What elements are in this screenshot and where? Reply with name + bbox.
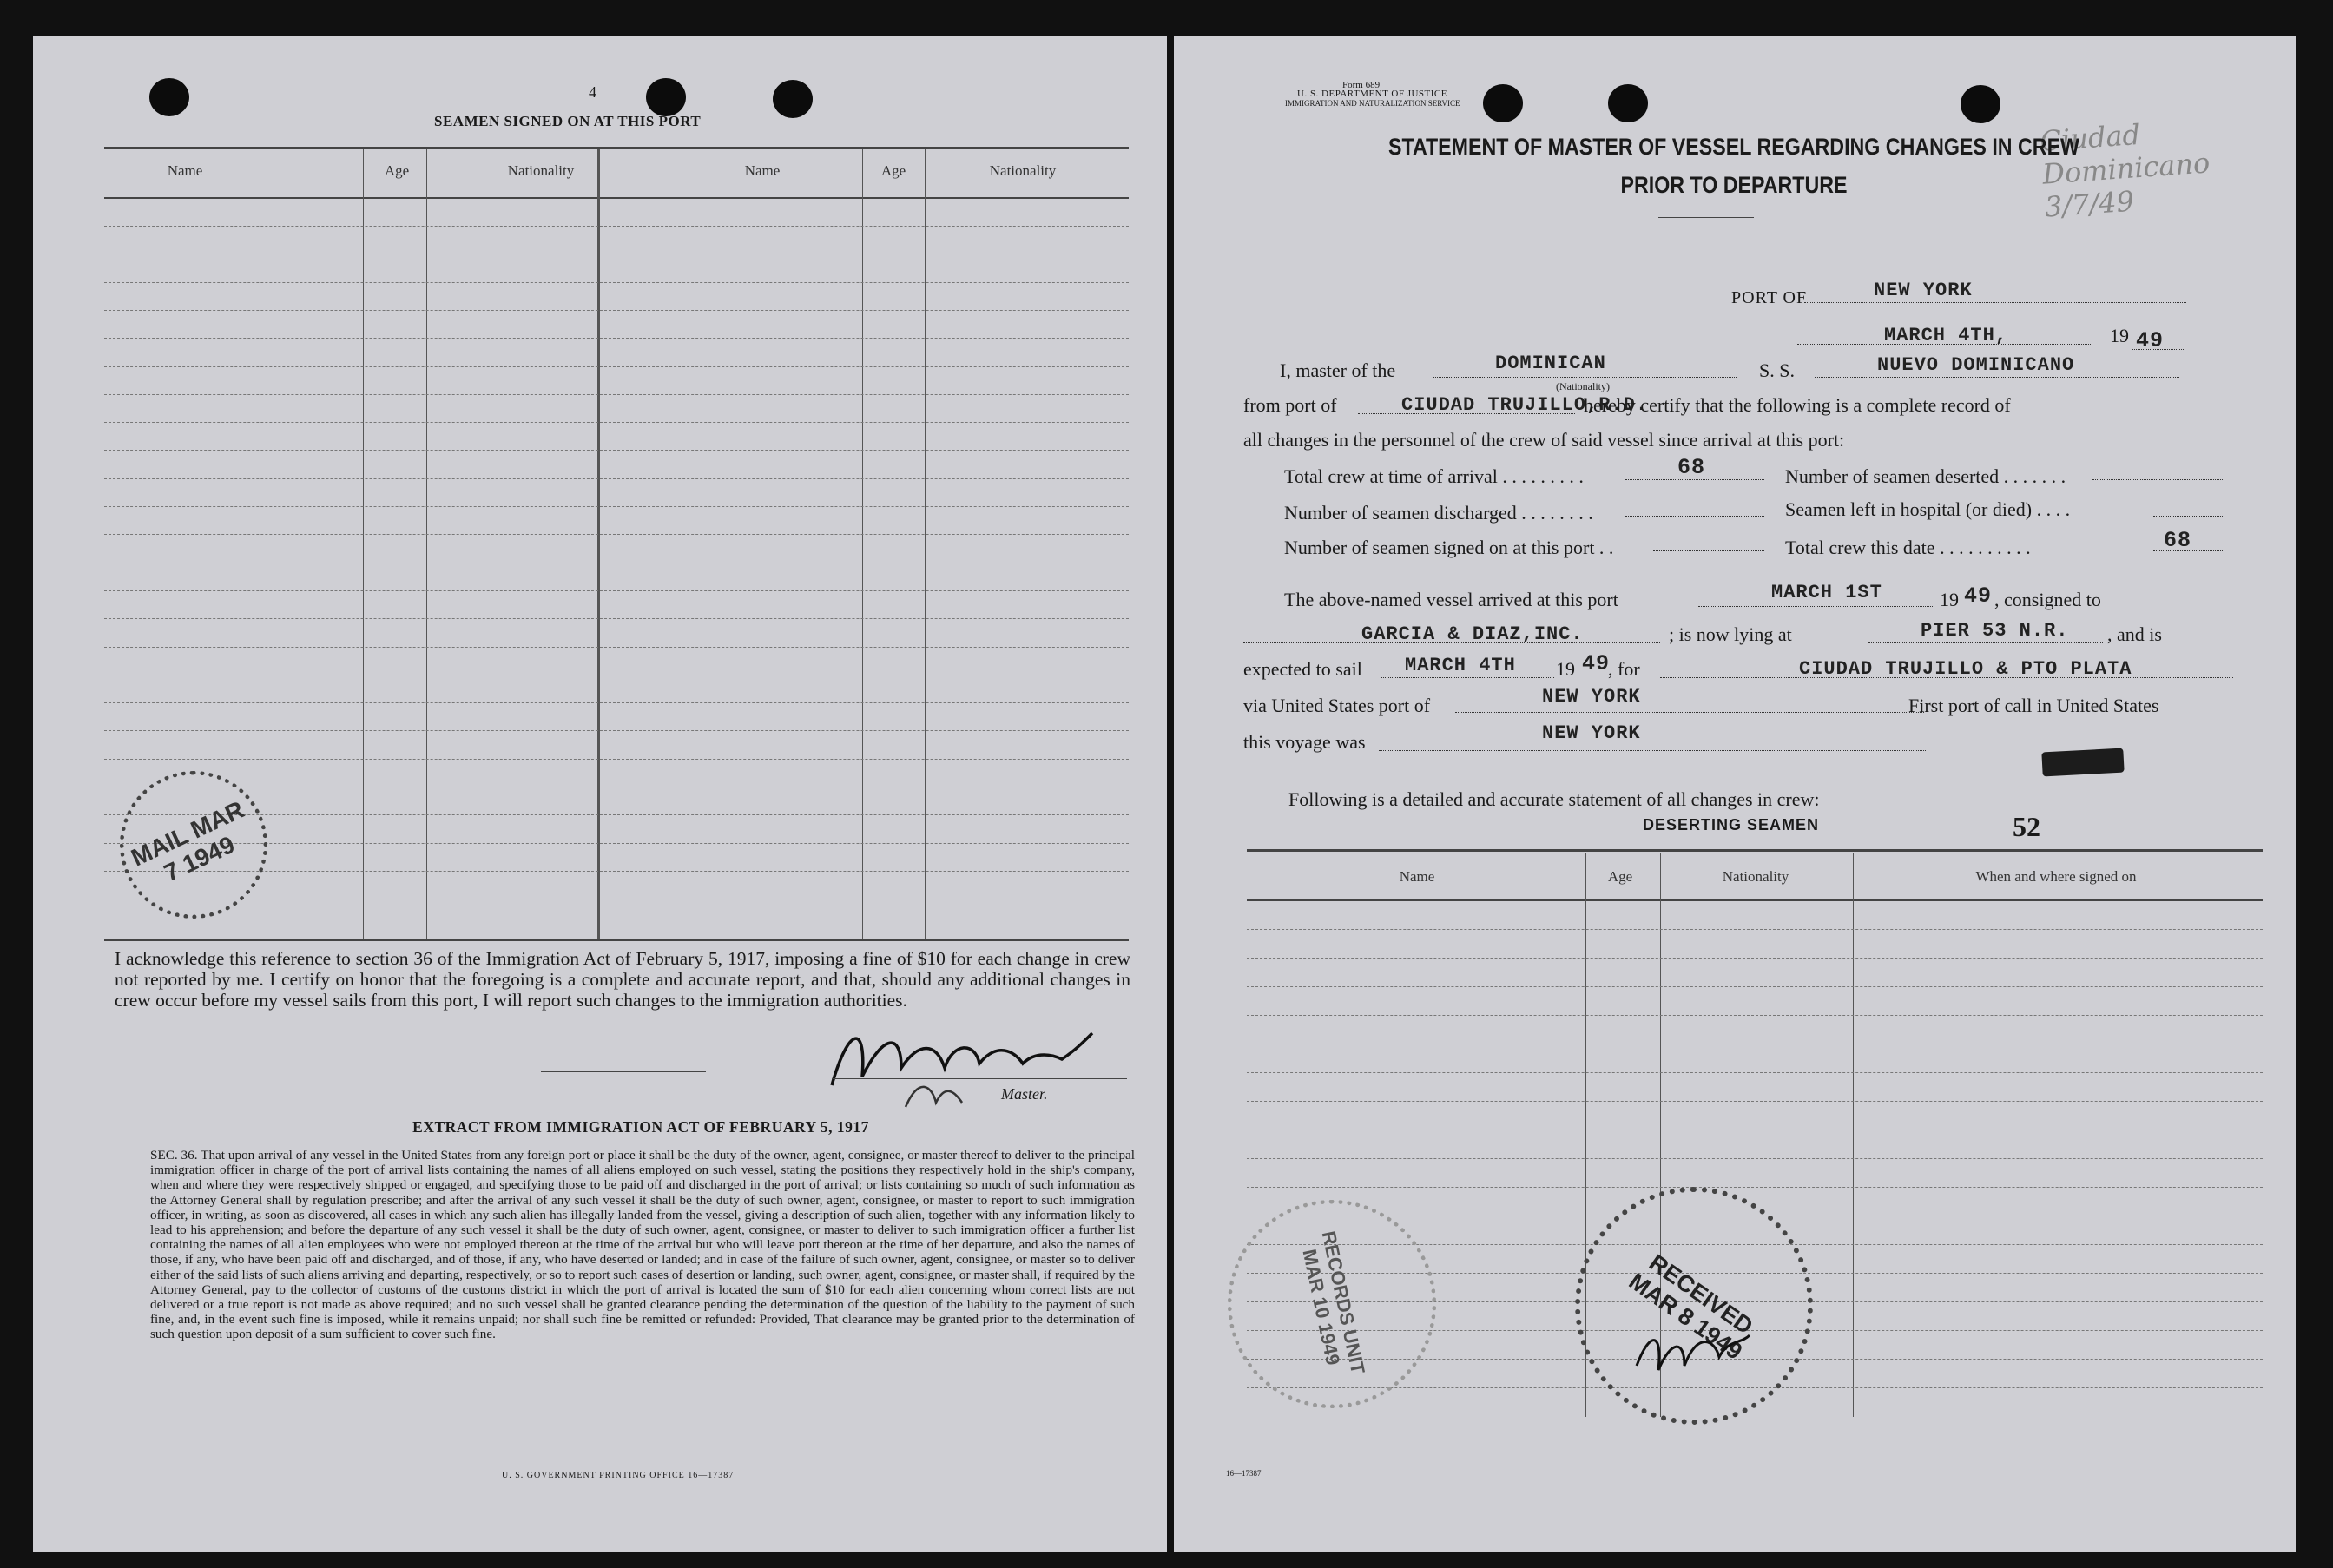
- following-label: Following is a detailed and accurate statement of all changes in crew:: [1288, 788, 1820, 810]
- column-header-name: Name: [1399, 868, 1435, 885]
- acknowledgement-text: I acknowledge this reference to section 36 of the Immigration Act of February 5, 1917, imposing a fine of $10 for each change in crew not reported by me. I certify on honor that the foregoing is a complete and accurate report, and that, should any additional changes in crew occur before my vessel sails from this port, I will report such changes to the immigration authorities.: [115, 948, 1130, 1011]
- total-crew-arrival-label: Total crew at time of arrival . . . . . . . . .: [1284, 465, 1584, 487]
- deserted-label: Number of seamen deserted . . . . . . .: [1785, 465, 2066, 487]
- table-row: [104, 450, 1129, 451]
- total-crew-today-label: Total crew this date . . . . . . . . . .: [1785, 537, 2031, 558]
- records-unit-stamp: RECORDS UNIT MAR 10 1949: [1228, 1200, 1436, 1408]
- table-row: [104, 534, 1129, 535]
- discharged-label: Number of seamen discharged . . . . . . . .: [1284, 502, 1593, 524]
- first-port-label: First port of call in United States: [1908, 695, 2159, 716]
- punch-hole: [646, 78, 686, 116]
- table-row: [104, 310, 1129, 311]
- table-row: [1247, 1015, 2263, 1016]
- extract-title: EXTRACT FROM IMMIGRATION ACT OF FEBRUARY 5, 1917: [412, 1118, 869, 1136]
- vessel-name: NUEVO DOMINICANO: [1877, 354, 2075, 376]
- arrived-year: 49: [1964, 583, 1993, 609]
- form-number: Form 689: [1342, 80, 1381, 90]
- punch-hole: [1961, 85, 2000, 123]
- column-header-signed-on: When and where signed on: [1975, 868, 2137, 885]
- received-stamp: RECEIVED MAR 8 1949: [1575, 1187, 1813, 1425]
- column-header-name: Name: [167, 162, 203, 179]
- column-header-age: Age: [880, 162, 906, 179]
- certify-text: hereby certify that the following is a complete record of: [1584, 394, 2011, 416]
- ss-label: S. S.: [1759, 359, 1795, 381]
- table-row: [1247, 1187, 2263, 1188]
- column-header-nationality: Nationality: [1722, 868, 1789, 885]
- page-number: 4: [589, 83, 596, 101]
- arrived-date: MARCH 1ST: [1771, 582, 1882, 603]
- table-row: [104, 282, 1129, 283]
- punch-hole: [1483, 84, 1523, 122]
- table-row: [104, 702, 1129, 703]
- port-of-label: PORT OF: [1731, 288, 1808, 307]
- consignee: GARCIA & DIAZ,INC.: [1361, 623, 1584, 645]
- date-value: MARCH 4TH,: [1884, 325, 2008, 346]
- footer-code: 16—17387: [1226, 1469, 1262, 1478]
- table-row: [104, 338, 1129, 339]
- table-row: [104, 759, 1129, 760]
- column-header-nationality: Nationality: [507, 162, 575, 179]
- total-crew-today-value: 68: [2164, 528, 2192, 553]
- master-label: Master.: [1001, 1085, 1048, 1103]
- table-row: [104, 394, 1129, 395]
- table-row: [1247, 1158, 2263, 1159]
- column-header-name: Name: [744, 162, 781, 179]
- year-value: 49: [2136, 328, 2165, 353]
- table-row: [104, 590, 1129, 591]
- via-port: NEW YORK: [1542, 686, 1641, 708]
- master-signature: [823, 1016, 1110, 1111]
- table-row: [1247, 958, 2263, 959]
- and-is-label: , and is: [2107, 623, 2162, 645]
- table-row: [104, 478, 1129, 479]
- signed-on-label: Number of seamen signed on at this port . .: [1284, 537, 1614, 558]
- department: U. S. DEPARTMENT OF JUSTICE: [1297, 89, 1447, 99]
- punch-hole: [149, 78, 189, 116]
- table-row: [104, 422, 1129, 423]
- service: IMMIGRATION AND NATURALIZATION SERVICE: [1285, 99, 1460, 108]
- year-prefix: 19: [2110, 325, 2129, 346]
- destination: CIUDAD TRUJILLO & PTO PLATA: [1799, 658, 2132, 680]
- printing-office-line: U. S. GOVERNMENT PRINTING OFFICE 16—17387: [502, 1471, 735, 1480]
- for-label: , for: [1608, 658, 1640, 680]
- lying-label: ; is now lying at: [1669, 623, 1792, 645]
- expected-label: expected to sail: [1243, 658, 1362, 680]
- form-title-line2: PRIOR TO DEPARTURE: [1620, 172, 1848, 198]
- table-row: [1247, 1072, 2263, 1073]
- deserting-seamen-label: DESERTING SEAMEN: [1643, 816, 1820, 833]
- certify-text-2: all changes in the personnel of the crew of said vessel since arrival at this port:: [1243, 429, 1845, 451]
- table-row: [104, 647, 1129, 648]
- port-value: NEW YORK: [1874, 280, 1973, 301]
- via-port-label: via United States port of: [1243, 695, 1431, 716]
- consigned-label: , consigned to: [1994, 589, 2101, 610]
- table-row: [1247, 986, 2263, 987]
- left-page-title: SEAMEN SIGNED ON AT THIS PORT: [434, 113, 702, 129]
- from-port-value: CIUDAD TRUJILLO,R.D.: [1401, 394, 1649, 416]
- punch-hole: [1608, 84, 1648, 122]
- column-header-age: Age: [384, 162, 410, 179]
- handwritten-note: Ciudad Dominicano 3/7/49: [2039, 117, 2211, 224]
- from-port-label: from port of: [1243, 394, 1337, 416]
- arrived-label: The above-named vessel arrived at this port: [1284, 589, 1618, 610]
- form-title-line1: STATEMENT OF MASTER OF VESSEL REGARDING CHANGES IN CREW: [1388, 134, 2079, 160]
- table-row: [104, 730, 1129, 731]
- nationality-value: DOMINICAN: [1495, 352, 1606, 374]
- total-crew-arrival-value: 68: [1677, 455, 1706, 480]
- table-row: [104, 226, 1129, 227]
- right-page: Form 689 U. S. DEPARTMENT OF JUSTICE IMMIGRATION AND NATURALIZATION SERVICE Ciudad Dominicano 3/7/49 STATEMENT OF MASTER OF VESSEL REGARDING CHANGES IN CREW PRIOR TO DEPARTURE PORT OF NEW YORK MARCH 4TH, 19 49 I, master of the DOMINICAN (Nationality) S. S. NUEVO DOMINICANO from port of CIUDAD TRUJILLO,R.D. hereby certify that the following is a complete record of all changes in the personnel of the crew of said vessel since arrival at this port: Total crew at time of arrival . . . . . . . . . 68 Number of seamen deserted . . . . . . . Number of seamen discharged . . . . . . . . Seamen left in hospital (or died) . . . . Number of seamen signed on at this port . . Total crew this date . . . . . . . . . . 68 The above-named vessel arrived at this port MARCH 1ST 19 49 , consigned to GARCIA & DIAZ,INC. ; is now lying at PIER 53 N.R. , and is expected to sail MARCH 4TH 19 49 , for CIUDAD TRUJILLO & PTO PLATA via United States port of NEW YORK First port of call in United States this voyage was NEW YORK Following is a detailed and accurate statement of all changes in crew: DESERTING SEAMEN 52 Name Age Nationality When and where signed on RECEIVED MAR 8 1949 RECORDS UNIT MAR 10 1949 16—17387: [1174, 36, 2296, 1552]
- extract-text: SEC. 36. That upon arrival of any vessel in the United States from any foreign port or place it shall be the duty of the owner, agent, consignee, or master thereof to deliver to the principal immigration officer in charge of the port of arrival lists containing the names of all aliens employed on such vessel, stating the positions they respectively hold in the ship's company, when and where they were respectively shipped or engaged, and specifying those to be paid off and discharged in the port of arrival; or lists containing so much of such information as the Attorney General shall by regulation prescribe; and after the arrival of any such vessel it shall be the duty of such owner, agent, consignee, or master to report to such immigration officer, in writing, as soon as discovered, all cases in which any such alien has illegally landed from the vessel, giving a description of such alien, together with any information likely to lead to his apprehension; and before the departure of any such vessel it shall be the duty of such owner, agent, consignee, or master to deliver to such immigration officer a further list containing the names of all alien employees who were not employed thereon at the time of the arrival but who will leave port thereon at the time of her departure, and also the names of those, if any, who have been paid off and discharged, and of those, if any, who have deserted or landed; and in case of the failure of such owner, agent, consignee, or master so to deliver either of the said lists of such aliens arriving and departing, respectively, or so to report such cases of desertion or landing, such owner, agent, consignee, or master shall, if required by the Attorney General, pay to the collector of customs of the customs district in which the port of arrival is located the sum of $10 for each alien concerning whom correct lists are not delivered or a true report is not made as above required; and no such vessel shall be granted clearance pending the determination of the question of the liability to the payment of such fine, and, in the event such fine is imposed, while it remains unpaid; nor shall such fine be remitted or refunded: Provided, That clearance may be granted prior to the determination of such question upon deposit of a sum sufficient to cover such fine.: [150, 1148, 1135, 1342]
- crossed-out-text: [2041, 748, 2124, 777]
- column-header-age: Age: [1607, 868, 1633, 885]
- mail-stamp: MAIL MAR 7 1949: [120, 771, 267, 919]
- table-row: [1247, 1101, 2263, 1102]
- punch-hole: [773, 80, 813, 118]
- master-of-label: I, master of the: [1280, 359, 1396, 381]
- table-row: [104, 618, 1129, 619]
- hospital-label: Seamen left in hospital (or died) . . . .: [1785, 498, 2071, 520]
- sail-year: 49: [1582, 651, 1611, 676]
- voyage-value: NEW YORK: [1542, 722, 1641, 744]
- voyage-label: this voyage was: [1243, 731, 1366, 753]
- table-row: [1247, 929, 2263, 930]
- sail-date: MARCH 4TH: [1405, 655, 1516, 676]
- column-header-nationality: Nationality: [989, 162, 1057, 179]
- pier: PIER 53 N.R.: [1921, 620, 2069, 642]
- deserting-count: 52: [2013, 811, 2040, 842]
- nationality-caption: (Nationality): [1556, 380, 1610, 392]
- table-row: [104, 506, 1129, 507]
- table-row: [104, 366, 1129, 367]
- left-page: [33, 36, 1167, 1552]
